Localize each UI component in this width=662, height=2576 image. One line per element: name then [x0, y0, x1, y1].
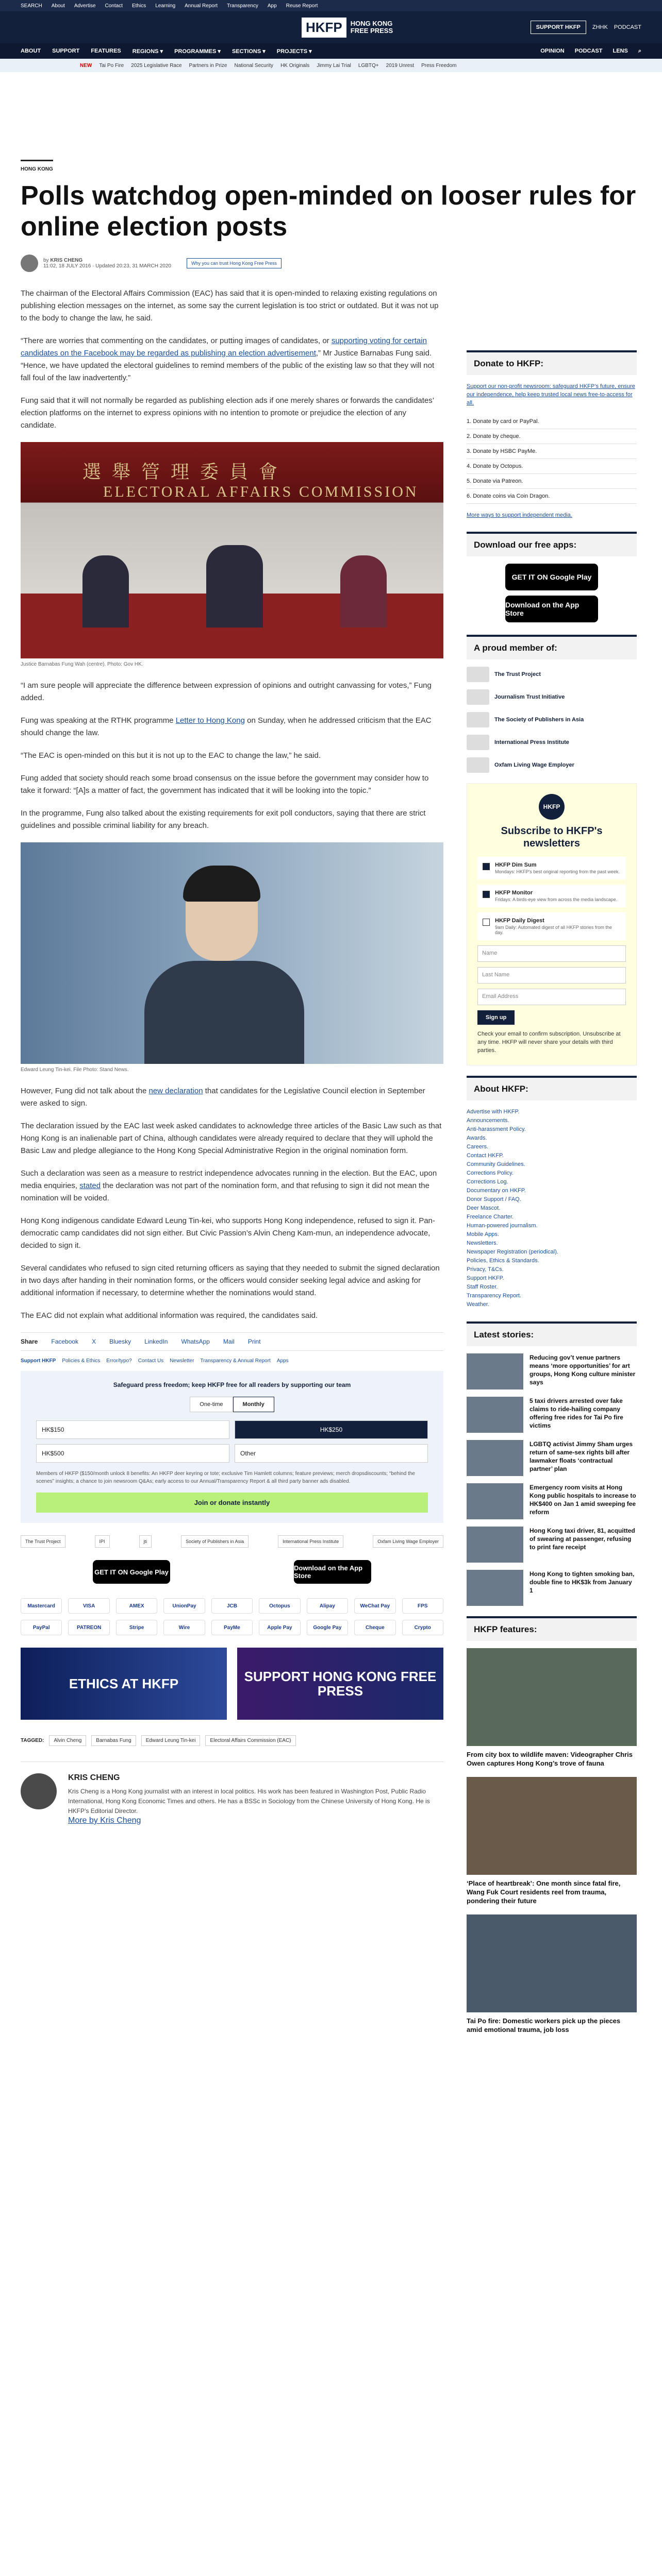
google-play-button[interactable]: GET IT ON Google Play	[505, 564, 598, 590]
story-title[interactable]: Reducing gov’t venue partners means ‘more opportunities’ for art groups, Hong Kong culture minister says	[529, 1354, 636, 1386]
text: ,” Mr Justice Barnabas Fung said. “Hence, we have updated the electoral guidelines to remind members of the public of the existing law so that they will not fall foul of the law inadvertently.”	[21, 349, 435, 382]
amount-option-other[interactable]: Other	[235, 1444, 428, 1463]
member-name: International Press Institute	[494, 739, 569, 745]
photo-person	[206, 545, 263, 628]
site-header	[0, 11, 662, 43]
paragraph	[21, 1085, 443, 1110]
checkbox-checked[interactable]	[483, 863, 490, 870]
latest-story[interactable]	[467, 1483, 637, 1519]
letter-to-hk-link[interactable]: Letter to Hong Kong	[175, 716, 245, 725]
checkbox-checked[interactable]	[483, 891, 490, 898]
feature-title[interactable]: ‘Place of heartbreak’: One month since fatal fire, Wang Fuk Court residents reel from trauma, pondering their future	[467, 1879, 621, 1905]
trending-item[interactable]: 2019 Unrest	[386, 62, 415, 69]
about-link[interactable]: Awards.	[467, 1135, 487, 1141]
amount-options	[36, 1420, 428, 1463]
lang-switch[interactable]: ZHHK	[592, 24, 608, 30]
nav-sections[interactable]: SECTIONS ▾	[231, 48, 266, 55]
util-transparency[interactable]: Transparency	[227, 3, 258, 9]
text: However, Fung did not talk about the	[21, 1087, 149, 1095]
about-heading: About HKFP:	[467, 1076, 637, 1100]
member-name: Journalism Trust Initiative	[494, 694, 565, 700]
payment-icon[interactable]: Wire	[163, 1620, 205, 1635]
donate-way[interactable]: 3. Donate by HSBC PayMe.	[467, 444, 637, 459]
about-link[interactable]: Corrections Policy.	[467, 1170, 514, 1176]
author-box	[21, 1761, 443, 1825]
feature-list	[467, 1648, 637, 2034]
paragraph: “The EAC is open-minded on this but it is not up to the EAC to change the law,” he said.	[21, 751, 321, 760]
text: on Sunday, when he addressed criticism that the EAC should change the law.	[21, 716, 432, 737]
app-store-buttons	[21, 1560, 443, 1584]
apps-heading: Download our free apps:	[467, 532, 637, 556]
stated-link[interactable]: stated	[79, 1181, 101, 1190]
payment-icon[interactable]: Stripe	[116, 1620, 157, 1635]
share-mail[interactable]: Mail	[223, 1338, 235, 1345]
about-link[interactable]: Documentary on HKFP.	[467, 1188, 526, 1194]
photo-caption: Justice Barnabas Fung Wah (centre). Photo: Gov HK.	[21, 662, 143, 667]
photo-caption: Edward Leung Tin-kei. File Photo: Stand News.	[21, 1067, 129, 1073]
member-name: The Trust Project	[494, 671, 541, 677]
share-facebook[interactable]: Facebook	[51, 1338, 79, 1345]
payment-icon[interactable]: PayPal	[21, 1620, 62, 1635]
eac-press-photo	[21, 442, 443, 658]
trending-item[interactable]: Tai Po Fire	[99, 62, 124, 69]
tag-chip[interactable]: Electoral Affairs Commission (EAC)	[205, 1735, 295, 1746]
amount-option[interactable]: HK$500	[36, 1444, 229, 1463]
partner-logo[interactable]: Society of Publishers in Asia	[181, 1535, 249, 1548]
new-declaration-link[interactable]: new declaration	[148, 1087, 203, 1095]
paragraph: Hong Kong indigenous candidate Edward Leung Tin-kei, who supports Hong Kong independence, refused to sign it. Pan-democratic camp candidates did not sign either. But Civic Passion’s Alvin Cheng Kam-mun, an independence advocate, decided to sign it.	[21, 1216, 435, 1250]
sign-up-button[interactable]: Sign up	[477, 1010, 515, 1025]
donate-way[interactable]: 4. Donate by Octopus.	[467, 459, 637, 474]
about-links	[467, 1108, 637, 1309]
payment-icon[interactable]: Crypto	[402, 1620, 443, 1635]
podcast-link[interactable]: PODCAST	[614, 24, 641, 30]
newsletter-option[interactable]	[477, 885, 626, 907]
author-link[interactable]: KRIS CHENG	[50, 258, 83, 263]
member-logo-mark	[467, 667, 489, 682]
site-logo[interactable]	[302, 18, 393, 38]
nav-opinion[interactable]: OPINION	[540, 47, 565, 54]
util-reuse[interactable]: Reuse Report	[286, 3, 318, 9]
tab-one-time[interactable]: One-time	[190, 1397, 233, 1412]
member-name: Oxfam Living Wage Employer	[494, 762, 574, 768]
error-link[interactable]: Error/typo?	[106, 1358, 132, 1364]
main-nav	[0, 43, 662, 59]
paragraph: Fung added that society should reach some broad consensus on the issue before the government may consider how to take it forward: “[A]s a matter of fact, the government has indicated that it will be looking into the topic.”	[21, 774, 429, 795]
share-label: Share	[21, 1338, 38, 1345]
paragraph: In the programme, Fung also talked about the existing requirements for exit poll conductors, saying that there are strict guidelines and possible criminal liability for any breach.	[21, 809, 426, 830]
payment-icon[interactable]: JCB	[211, 1598, 253, 1614]
trending-item[interactable]: HK Originals	[280, 62, 310, 69]
frequency-toggle	[36, 1397, 428, 1412]
about-link[interactable]: Careers.	[467, 1144, 489, 1150]
nl-desc: Fridays: A birds-eye view from across the media landscape.	[495, 897, 618, 902]
nav-lens[interactable]: LENS	[613, 47, 628, 54]
paragraph: “I am sure people will appreciate the difference between expression of opinions and outright canvassing for votes,” Fung added.	[21, 681, 432, 702]
story-thumbnail	[467, 1570, 523, 1606]
tag-chip[interactable]: Alvin Cheng	[49, 1735, 86, 1746]
about-link[interactable]: Community Guidelines.	[467, 1161, 525, 1167]
about-link[interactable]: Corrections Log.	[467, 1179, 508, 1185]
photo-hair	[183, 866, 260, 902]
policies-link[interactable]: Policies & Ethics	[62, 1358, 101, 1364]
transparency-link[interactable]: Transparency & Annual Report	[200, 1358, 271, 1364]
payment-icon[interactable]: VISA	[68, 1598, 109, 1614]
nl-name: HKFP Dim Sum	[495, 862, 537, 868]
util-learning[interactable]: Learning	[155, 3, 176, 9]
app-store-button[interactable]: Download on the App Store	[294, 1560, 371, 1584]
author-bio: Kris Cheng is a Hong Kong journalist with an interest in local politics. His work has been featured in Washington Post, Public Radio International, Hong Kong Economic Times and others. He has a BSSc in Sociology from the Chinese University of Hong Kong. He is HKFP’s Editorial Director.	[68, 1788, 430, 1815]
tag-chip[interactable]: Barnabas Fung	[91, 1735, 136, 1746]
newsletter-option[interactable]	[477, 912, 626, 940]
support-banner[interactable]: SUPPORT HONG KONG FREE PRESS	[237, 1648, 443, 1720]
about-link[interactable]: Human-powered journalism.	[467, 1223, 538, 1229]
text: Fung was speaking at the RTHK programme	[21, 716, 176, 725]
member-logo[interactable]	[467, 757, 637, 773]
member-name: The Society of Publishers in Asia	[494, 717, 584, 723]
payment-methods	[21, 1598, 443, 1635]
latest-heading: Latest stories:	[467, 1321, 637, 1346]
share-print[interactable]: Print	[247, 1338, 261, 1345]
partner-logo[interactable]: IPI	[95, 1535, 110, 1548]
about-link[interactable]: Announcements.	[467, 1117, 509, 1124]
newsletter-link[interactable]: Newsletter	[170, 1358, 194, 1364]
about-link[interactable]: Freelance Charter.	[467, 1214, 514, 1220]
util-annual-report[interactable]: Annual Report	[185, 3, 218, 9]
payment-icon[interactable]: Alipay	[307, 1598, 348, 1614]
member-logo-mark	[467, 689, 489, 705]
donate-way[interactable]: 1. Donate by card or PayPal.	[467, 414, 637, 429]
payment-icon[interactable]: Mastercard	[21, 1598, 62, 1614]
partner-logo[interactable]: The Trust Project	[21, 1535, 65, 1548]
logo-line2: FREE PRESS	[350, 27, 393, 35]
support-hkfp-button[interactable]: SUPPORT HKFP	[531, 21, 586, 34]
share-linkedin[interactable]: LinkedIn	[144, 1338, 168, 1345]
latest-story[interactable]	[467, 1397, 637, 1433]
logo-line1: HONG KONG	[350, 20, 393, 27]
tags-label: TAGGED:	[21, 1738, 44, 1743]
donate-widget-title: Safeguard press freedom; keep HKFP free for all readers by supporting our team	[113, 1381, 351, 1388]
about-link[interactable]: Anti-harassment Policy.	[467, 1126, 526, 1132]
member-benefits: Members of HKFP ($150/month unlock 8 benefits: An HKFP deer keyring or tote; exclusive Tim Hamlett columns; feature previews; merch dropsdiscounts; “behind the scenes” insights; a chance to join newsroom Q&As; early access to our Annual/Transparency Report & all third party banner ads disabled.	[36, 1471, 415, 1484]
last-name-field[interactable]: Last Name	[477, 967, 626, 984]
paragraph	[21, 715, 443, 739]
donate-heading: Donate to HKFP:	[467, 350, 637, 375]
feature-image[interactable]	[467, 1914, 637, 2012]
newsletter-title: Subscribe to HKFP's newsletters	[501, 825, 603, 849]
donate-text	[467, 382, 637, 407]
trust-button[interactable]: Why you can trust Hong Kong Free Press	[187, 258, 282, 268]
story-title[interactable]: Hong Kong to tighten smoking ban, double fine to HK$3k from January 1	[529, 1570, 635, 1594]
partner-logo[interactable]: Oxfam Living Wage Employer	[373, 1535, 443, 1548]
trending-item[interactable]: LGBTQ+	[358, 62, 379, 69]
text: Such a declaration was seen as a measure to restrict independence advocates running in the election. But the EAC, upon media enquiries,	[21, 1169, 437, 1190]
latest-story[interactable]	[467, 1570, 637, 1606]
trending-item[interactable]: Jimmy Lai Trial	[317, 62, 351, 69]
about-link[interactable]: Support HKFP.	[467, 1275, 504, 1281]
author-avatar	[21, 255, 38, 272]
about-link[interactable]: Donor Support / FAQ.	[467, 1196, 521, 1202]
utility-bar	[0, 0, 662, 11]
trending-new-badge: NEW	[80, 62, 92, 69]
donate-ways	[467, 414, 637, 504]
more-ways-link[interactable]: More ways to support independent media.	[467, 512, 572, 518]
paragraph: The declaration issued by the EAC last week asked candidates to acknowledge three articles of the Basic Law such as that Hong Kong is an inalienable part of China, although candidates were already required to declare that they will uphold the Basic Law and pledge allegiance to the Hong Kong Special Administrative Region in the original nomination form.	[21, 1122, 442, 1155]
trending-item[interactable]: Press Freedom	[421, 62, 457, 69]
feature-image[interactable]	[467, 1777, 637, 1875]
about-link[interactable]: Mobile Apps.	[467, 1231, 499, 1238]
payment-icon[interactable]: UnionPay	[163, 1598, 205, 1614]
photo-person	[340, 555, 387, 628]
paragraph: Several candidates who refused to sign cited returning officers as saying that they needed to submit the signed declaration in two days after handing in their nomination forms, or the officers would consider seeking legal advice and asking for additional information if necessary, to determine whether the nominations would stand.	[21, 1264, 440, 1297]
tag-chip[interactable]: Edward Leung Tin-kei	[141, 1735, 201, 1746]
about-link[interactable]: Deer Mascot.	[467, 1205, 501, 1211]
section-label[interactable]: HONG KONG	[21, 160, 53, 172]
member-logo-mark	[467, 712, 489, 727]
facebook-guideline-link[interactable]: supporting voting for certain candidates on the Facebook may be regarded as publishing an election advertisement	[21, 336, 427, 358]
nav-podcast[interactable]: PODCAST	[574, 47, 603, 54]
logo-text	[351, 20, 393, 35]
nl-desc: 9am Daily: Automated digest of all HKFP stories from the day.	[495, 925, 612, 935]
name-field[interactable]: Name	[477, 945, 626, 962]
donate-widget	[21, 1371, 443, 1523]
share-x[interactable]: X	[92, 1338, 96, 1345]
nl-name: HKFP Daily Digest	[495, 918, 544, 924]
paragraph: Fung said that it will not normally be regarded as publishing election ads if one merely shares or forwards the candidates’ election platforms on the internet to express opinions with no intention to promote or prejudice the election of any candidate.	[21, 396, 434, 430]
trending-bar	[0, 59, 662, 72]
payment-icon[interactable]: Google Pay	[307, 1620, 348, 1635]
app-store-button[interactable]: Download on the App Store	[505, 596, 598, 622]
edward-leung-photo	[21, 842, 443, 1064]
photo-sign-chinese: 選 舉 管 理 委 員 會	[82, 462, 281, 482]
paragraph	[21, 1167, 443, 1205]
story-thumbnail	[467, 1353, 523, 1389]
member-logo[interactable]	[467, 667, 637, 682]
nl-desc: Mondays: HKFP's best original reporting from the past week.	[495, 869, 620, 874]
join-donate-button[interactable]: Join or donate instantly	[36, 1493, 428, 1513]
feature-title[interactable]: Tai Po fire: Domestic workers pick up the pieces amid emotional trauma, job loss	[467, 2017, 621, 2033]
feature-image[interactable]	[467, 1648, 637, 1746]
photo-body	[144, 961, 304, 1064]
payment-icon[interactable]: AMEX	[116, 1598, 157, 1614]
about-link[interactable]: Transparency Report.	[467, 1293, 521, 1299]
nav-support[interactable]: SUPPORT	[52, 48, 80, 54]
amount-option-selected[interactable]: HK$250	[235, 1420, 428, 1439]
about-link[interactable]: Advertise with HKFP.	[467, 1109, 520, 1115]
util-ethics[interactable]: Ethics	[131, 3, 146, 9]
photo-person	[82, 555, 129, 628]
about-link[interactable]: Contact HKFP.	[467, 1153, 504, 1159]
story-title[interactable]: Emergency room visits at Hong Kong public hospitals to increase to HK$400 on Jan 1 amid sweeping fee reform	[529, 1484, 636, 1516]
search-icon[interactable]: ⌕	[638, 47, 641, 54]
article-tags	[21, 1735, 443, 1746]
payment-icon[interactable]: WeChat Pay	[354, 1598, 395, 1614]
util-app[interactable]: App	[267, 3, 277, 9]
story-thumbnail	[467, 1483, 523, 1519]
donate-text-link[interactable]: Support our non-profit newsroom: safeguard HKFP’s future, ensure our independence, help keep trusted local news free-to-access for all.	[467, 383, 635, 406]
story-title[interactable]: Hong Kong taxi driver, 81, acquitted of swearing at passenger, refusing to print fare receipt	[529, 1527, 635, 1551]
ethics-banner[interactable]: ETHICS AT HKFP	[21, 1648, 227, 1720]
amount-option[interactable]: HK$150	[36, 1420, 229, 1439]
more-by-author-link[interactable]: More by Kris Cheng	[68, 1816, 141, 1825]
about-link[interactable]: Newspaper Registration (periodical).	[467, 1249, 558, 1255]
donate-way[interactable]: 6. Donate coins via Coin Dragon.	[467, 489, 637, 504]
payment-icon[interactable]: Apple Pay	[259, 1620, 300, 1635]
story-thumbnail	[467, 1527, 523, 1563]
latest-story[interactable]	[467, 1527, 637, 1563]
newsletter-note: Check your email to confirm subscription. Unsubscribe at any time. HKFP will never share your details with third parties.	[477, 1031, 621, 1054]
payment-icon[interactable]: Cheque	[354, 1620, 395, 1635]
paragraph: The EAC did not explain what additional information was required, the candidates said.	[21, 1311, 318, 1320]
sidebar	[467, 350, 637, 2043]
hkfp-badge: HKFP	[539, 794, 565, 820]
article-dates: 11:02, 18 JULY 2016 · Updated 20:23, 31 MARCH 2020	[43, 263, 171, 269]
tab-monthly[interactable]: Monthly	[233, 1397, 274, 1412]
about-link[interactable]: Weather.	[467, 1301, 489, 1308]
share-whatsapp[interactable]: WhatsApp	[181, 1338, 210, 1345]
newsletter-box	[467, 783, 637, 1065]
latest-story[interactable]	[467, 1440, 637, 1476]
nav-programmes[interactable]: PROGRAMMES ▾	[174, 48, 221, 55]
google-play-button[interactable]: GET IT ON Google Play	[93, 1560, 170, 1584]
nav-features[interactable]: FEATURES	[91, 48, 121, 54]
payment-icon[interactable]: PayMe	[211, 1620, 253, 1635]
paragraph: The chairman of the Electoral Affairs Commission (EAC) has said that it is open-minded to relaxing existing regulations on publishing election messages on the internet, as some say the current legislation is too strict or outdated. But it was not up to the body to change the law, he said.	[21, 289, 439, 323]
member-logo[interactable]	[467, 735, 637, 750]
share-bar	[21, 1332, 443, 1351]
about-link[interactable]: Privacy, T&Cs.	[467, 1266, 504, 1273]
donate-way[interactable]: 2. Donate by cheque.	[467, 429, 637, 444]
share-bluesky[interactable]: Bluesky	[109, 1338, 131, 1345]
logo-mark: HKFP	[302, 18, 346, 38]
apps-link[interactable]: Apps	[276, 1358, 289, 1364]
email-field[interactable]: Email Address	[477, 989, 626, 1005]
partner-logo[interactable]: International Press Institute	[278, 1535, 343, 1548]
story-title[interactable]: 5 taxi drivers arrested over fake claims to ride-hailing company offering free rides for Tai Po fire victims	[529, 1397, 623, 1429]
article-title: Polls watchdog open-minded on looser rules for online election posts	[21, 181, 636, 242]
payment-icon[interactable]: PATREON	[68, 1620, 109, 1635]
paragraph	[21, 335, 443, 384]
util-advertise[interactable]: Advertise	[74, 3, 96, 9]
latest-story[interactable]	[467, 1353, 637, 1389]
photo-sign-english: ELECTORAL AFFAIRS COMMISSION	[103, 483, 419, 500]
trending-item[interactable]: Partners in Prize	[189, 62, 227, 69]
partner-logos	[21, 1535, 443, 1548]
story-thumbnail	[467, 1440, 523, 1476]
nav-about[interactable]: ABOUT	[21, 48, 41, 54]
about-link[interactable]: Staff Roster.	[467, 1284, 498, 1290]
nav-projects[interactable]: PROJECTS ▾	[276, 48, 312, 55]
feature-title[interactable]: From city box to wildlife maven: Videographer Chris Owen captures Hong Kong’s trove of fauna	[467, 1751, 633, 1767]
author-photo	[21, 1773, 57, 1809]
author-name[interactable]: KRIS CHENG	[68, 1773, 120, 1782]
about-link[interactable]: Newsletters.	[467, 1240, 498, 1246]
story-title[interactable]: LGBTQ activist Jimmy Sham urges return of same-sex rights bill after lawmaker floats ‘contractual partner’ plan	[529, 1440, 633, 1472]
member-logo[interactable]	[467, 689, 637, 705]
trending-item[interactable]: 2025 Legislative Race	[131, 62, 182, 69]
promo-banners	[21, 1648, 443, 1720]
member-logo-mark	[467, 757, 489, 773]
util-about[interactable]: About	[51, 3, 65, 9]
about-link[interactable]: Policies, Ethics & Standards.	[467, 1258, 539, 1264]
text: “There are worries that commenting on the candidates, or putting images of candidates, or	[21, 336, 332, 345]
story-thumbnail	[467, 1397, 523, 1433]
member-logo[interactable]	[467, 712, 637, 727]
by-prefix: by	[43, 258, 49, 263]
text: the declaration was not part of the nomination form, and that refusing to sign it did not mean the nomination will be voided.	[21, 1181, 429, 1202]
newsletter-option[interactable]	[477, 857, 626, 879]
partner-logo[interactable]: jti	[139, 1535, 152, 1548]
checkbox[interactable]	[483, 919, 490, 926]
text: that candidates for the Legislative Council election in September were asked to sign.	[21, 1087, 425, 1108]
article-body	[21, 287, 443, 1322]
byline	[21, 255, 443, 272]
features-heading: HKFP features:	[467, 1616, 637, 1641]
contact-link[interactable]: Contact Us	[138, 1358, 164, 1364]
member-heading: A proud member of:	[467, 635, 637, 659]
nav-regions[interactable]: REGIONS ▾	[132, 48, 163, 55]
util-search[interactable]: SEARCH	[21, 3, 42, 9]
payment-icon[interactable]: Octopus	[259, 1598, 300, 1614]
member-logo-mark	[467, 735, 489, 750]
trending-item[interactable]: National Security	[234, 62, 274, 69]
support-link[interactable]: Support HKFP	[21, 1358, 56, 1364]
footer-links	[21, 1358, 443, 1364]
payment-icon[interactable]: FPS	[402, 1598, 443, 1614]
donate-way[interactable]: 5. Donate via Patreon.	[467, 474, 637, 489]
util-contact[interactable]: Contact	[105, 3, 123, 9]
nl-name: HKFP Monitor	[495, 890, 533, 896]
